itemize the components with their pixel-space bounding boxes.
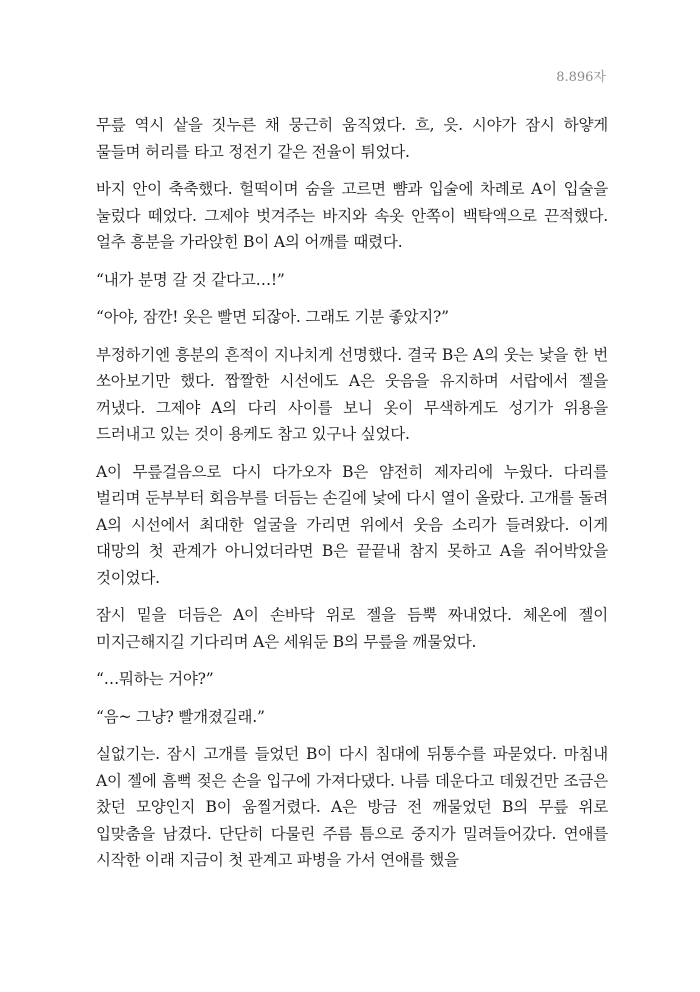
paragraph: 부정하기엔 흥분의 흔적이 지나치게 선명했다. 결국 B은 A의 웃는 낯을 한 번 쏘아보기만 했다. 짭짤한 시선에도 A은 웃음을 유지하며 서랍에서 젤을 꺼냈다. 그제야 A의 다리 사이를 보니 옷이 무색하게도 성기가 위용을 드러내고 있는 것이 용케도 참고 있구나 싶었다. <box>96 345 608 443</box>
paragraph: A이 무릎걸음으로 다시 다가오자 B은 얌전히 제자리에 누웠다. 다리를 벌리며 둔부부터 회음부를 더듬는 손길에 낯에 다시 열이 올랐다. 고개를 돌려 A의 시선에서 최대한 얼굴을 가리면 위에서 웃음 소리가 들려왔다. 이게 대망의 첫 관계가 아니었더라면 B은 끝끝내 참지 못하고 A을 쥐어박았을 것이었다. <box>96 462 608 587</box>
dialogue-line: “내가 분명 갈 것 같다고…!” <box>96 270 285 289</box>
dialogue-line: “음~ 그냥? 빨개졌길래.” <box>96 707 265 726</box>
character-count: 8.896자 <box>556 70 606 85</box>
paragraph: 바지 안이 축축했다. 헐떡이며 숨을 고르면 뺨과 입술에 차례로 A이 입술을 눌렀다 떼었다. 그제야 벗겨주는 바지와 속옷 안쪽이 백탁액으로 끈적했다. 얼추 흥분을 가라앉힌 B이 A의 어깨를 때렸다. <box>96 180 608 251</box>
paragraph: 잠시 밑을 더듬은 A이 손바닥 위로 젤을 듬뿍 짜내었다. 체온에 젤이 미지근해지길 기다리며 A은 세워둔 B의 무릎을 깨물었다. <box>96 606 608 651</box>
paragraph: 실없기는. 잠시 고개를 들었던 B이 다시 침대에 뒤통수를 파묻었다. 마침내 A이 젤에 흠뻑 젖은 손을 입구에 가져다댔다. 나름 데운다고 데웠건만 조금은 찼던 모양인지 B이 움찔거렸다. A은 방금 전 깨물었던 B의 무릎 위로 입맞춤을 남겼다. 단단히 다물린 주름 틈으로 중지가 밀려들어갔다. 연애를 시작한 이래 지금이 첫 관계고 파병을 가서 연애를 했을 <box>96 745 608 869</box>
paragraph: 무릎 역시 샅을 짓누른 채 뭉근히 움직였다. 흐, 읏. 시야가 잠시 하얗게 물들며 허리를 타고 정전기 같은 전율이 튀었다. <box>96 116 608 161</box>
dialogue-line: “아야, 잠깐! 옷은 빨면 되잖아. 그래도 기분 좋았지?” <box>96 308 449 326</box>
document-body <box>96 112 608 885</box>
dialogue-line: “…뭐하는 거야?” <box>96 670 214 688</box>
